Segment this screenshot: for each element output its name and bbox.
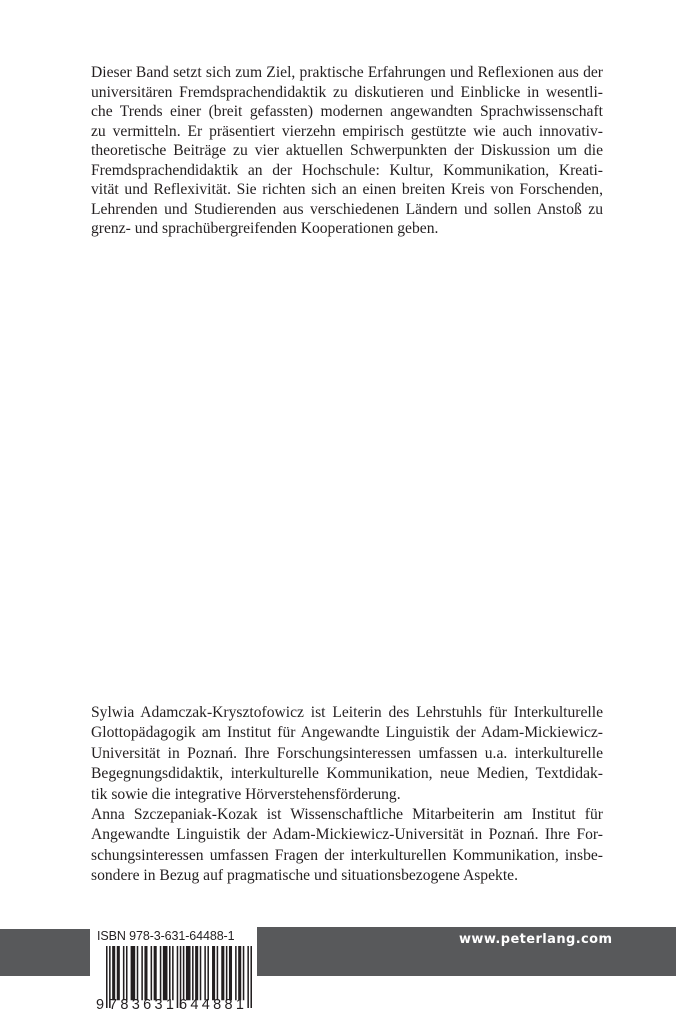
bio-line: sondere in Bezug auf pragmatische und situationsbezogene Aspekte. bbox=[91, 867, 518, 885]
bio-line: Anna Szczepaniak-Kozak ist Wissenschaftliche Mitarbeiterin am Institut für bbox=[91, 805, 603, 823]
barcode-first-digit: 9 bbox=[96, 997, 105, 1013]
description-line: che Trends einer (breit gefassten) modernen angewandten Sprachwissenschaft bbox=[91, 103, 603, 120]
description-line: vität und Reflexivität. Sie richten sich an einen breiten Kreis von Forschenden, bbox=[91, 181, 603, 198]
description-line: Fremdsprachendidaktik an der Hochschule: Kultur, Kommunikation, Kreati- bbox=[91, 161, 603, 179]
barcode-left-digits: 783631 bbox=[109, 997, 178, 1013]
description-line: zu vermitteln. Er präsentiert vierzehn empirisch gestützte wie auch innovativ- bbox=[91, 122, 603, 140]
bio-line: Angewandte Linguistik der Adam-Mickiewicz-Universität in Poznań. Ihre For- bbox=[91, 826, 603, 844]
bio-line: Begegnungsdidaktik, interkulturelle Kommunikation, neue Medien, Textdidak- bbox=[91, 765, 603, 783]
footer-bar-left bbox=[0, 929, 90, 976]
book-description bbox=[91, 63, 603, 239]
footer-bar-right bbox=[257, 927, 676, 976]
publisher-url[interactable]: www.peterlang.com bbox=[459, 932, 613, 947]
description-line: Lehrenden und Studierenden aus verschiedenen Ländern und sollen Anstoß zu bbox=[91, 200, 603, 218]
description-line: universitären Fremdsprachendidaktik zu diskutieren und Einblicke in wesentli- bbox=[91, 83, 603, 101]
barcode-digits bbox=[96, 997, 256, 1015]
bio-line: Sylwia Adamczak-Krysztofowicz ist Leiterin des Lehrstuhls für Interkulturelle bbox=[91, 704, 603, 721]
description-line: grenz- und sprachübergreifenden Kooperationen geben. bbox=[91, 220, 439, 237]
bio-line: schungsinteressen umfassen Fragen der interkulturellen Kommunikation, insbe- bbox=[91, 846, 603, 864]
barcode-right-digits: 644881 bbox=[179, 997, 248, 1013]
isbn-label: ISBN 978-3-631-64488-1 bbox=[97, 929, 235, 943]
description-line: theoretische Beiträge zu vier aktuellen Schwerpunkten der Diskussion um die bbox=[91, 142, 603, 159]
description-line: Dieser Band setzt sich zum Ziel, praktische Erfahrungen und Reflexionen aus der bbox=[91, 64, 603, 81]
bio-line: Universität in Poznań. Ihre Forschungsinteressen umfassen u.a. interkulturelle bbox=[91, 744, 603, 762]
author-biographies bbox=[91, 703, 603, 887]
bio-line: tik sowie die integrative Hörverstehensförderung. bbox=[91, 785, 401, 803]
bio-line: Glottopädagogik am Institut für Angewandte Linguistik der Adam-Mickiewicz- bbox=[91, 724, 603, 742]
